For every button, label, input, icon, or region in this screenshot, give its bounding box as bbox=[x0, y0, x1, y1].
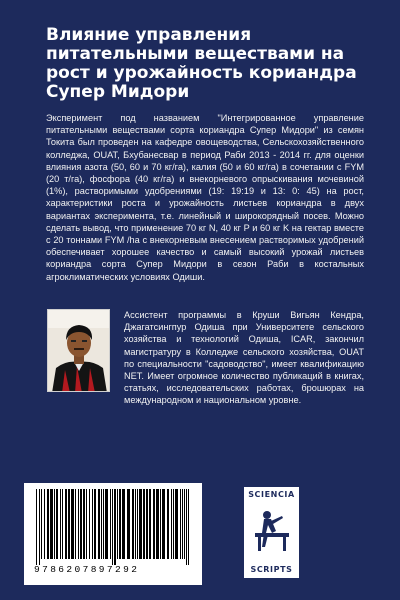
book-abstract: Эксперимент под названием "Интегрированное управление питательными веществами сорта кориандра Супер Мидори" из семян Токита был проведен на кафедре овощеводства, Сельскохозяйственного колледжа, OUAT, Бхубанесвар в период Раби 2013 - 2014 гг. для оценки влияния азота (50, 60 и 70 кг/га), калия (50 и 60 кг/га) в сочетании с FYM (20 т/га), фосфора (40 кг/га) и внекорневого опрыскивания мочевиной (1%), растворимыми удобрениями (19: 19:19 и 13: 0: 45) на рост, характеристики роста и урожайность листьев кориандра в двух вариантах эксперимента, т.е. линейный и широкорядный посев. Можно сделать вывод, что применение 70 кг N, 40 кг P и 60 кг K на гектар вместе с 20 тоннами FYM /ha с внекорневым внесением растворимых удобрений обеспечивает хорошее качество и самый высокий урожай листьев кориандра сорта Супер Мидори в сезон Раби в костальных агроклиматических условиях Одиши. bbox=[46, 113, 364, 282]
author-photo bbox=[47, 309, 110, 392]
isbn-number: 9786207897292 bbox=[34, 564, 140, 575]
publisher-top-label: SCIENCIA bbox=[248, 490, 295, 499]
publisher-bottom-label: SCRIPTS bbox=[250, 565, 293, 574]
book-title: Влияние управления питательными веществами на рост и урожайность кориандра Супер Мидори bbox=[46, 25, 357, 102]
writer-figure-icon bbox=[252, 507, 292, 553]
author-bio: Ассистент программы в Круши Вигьян Кендра, Джагатсингпур Одиша при Университете сельского хозяйства и технологий Одиша, ICAR, закончил магистратуру в Колледже сельского хозяйства, OUAT по специальности "садоводство", имеет квалификацию NET. Имеет огромное количество публикаций в книгах, статьях, исследовательских работах, брошюрах на международном и национальном уровне. bbox=[124, 310, 364, 406]
publisher-logo bbox=[243, 486, 300, 579]
